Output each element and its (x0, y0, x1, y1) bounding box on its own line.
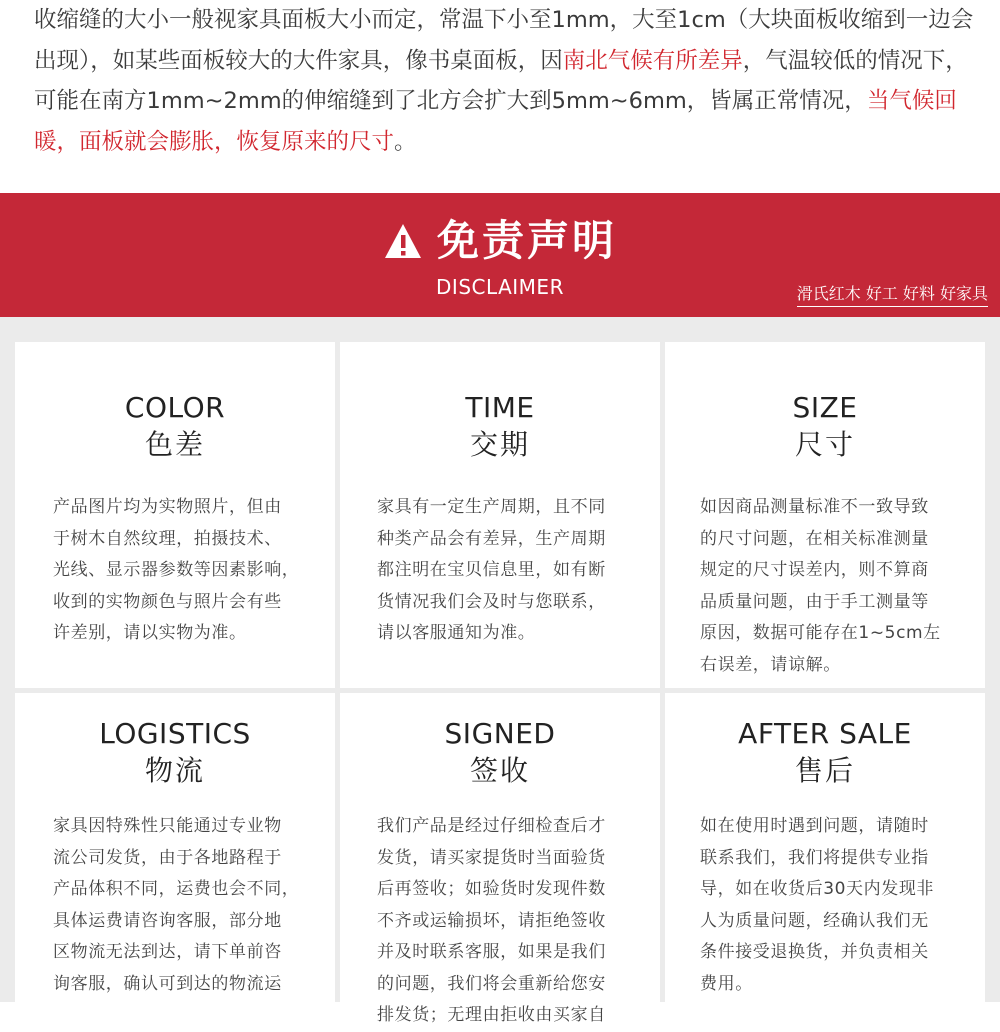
card-title-en: AFTER SALE (738, 717, 912, 750)
card-logistics (15, 693, 335, 1002)
desc-line: 的尺寸问题，在相关标准测量 (700, 528, 929, 549)
desc-line: 原因，数据可能存在1~5cm左 (700, 623, 941, 643)
card-description (377, 811, 606, 1032)
desc-line: 流公司发货，由于各地路程于 (53, 847, 282, 868)
desc-line: 费用。 (700, 973, 753, 994)
card-title-cn: 交期 (469, 428, 530, 461)
intro-paragraph (34, 0, 974, 162)
desc-line: 品质量问题，由于手工测量等 (700, 591, 929, 612)
desc-line: 于树木自然纹理，拍摄技术、 (53, 528, 282, 549)
desc-line: 人为质量问题，经确认我们无 (700, 910, 929, 931)
desc-line: 不齐或运输损坏，请拒绝签收 (377, 910, 606, 931)
desc-line: 导，如在收货后30天内发现非 (700, 879, 935, 899)
intro-text-2: ，气温较低的情况下，可能在南方1mm~2mm的伸缩缝到了北方会扩大到5mm~6mm，皆属正常情况， (34, 47, 968, 114)
card-title-cn: 色差 (144, 428, 205, 461)
desc-line: 具体运费请咨询客服，部分地 (53, 910, 282, 931)
card-description (377, 492, 606, 650)
banner-title-row (0, 216, 1000, 266)
desc-line: 货情况我们会及时与您联系， (377, 591, 606, 612)
desc-line: 我们产品是经过仔细检查后才 (377, 816, 606, 836)
desc-line: 的问题，我们将会重新给您安 (377, 973, 606, 994)
card-description (53, 492, 299, 650)
intro-text-1: 收缩缝的大小一般视家具面板大小而定，常温下小至1mm，大至1cm（大块面板收缩到一边会出现），如某些面板较大的大件家具，像书桌面板，因 (34, 7, 974, 74)
desc-line: 光线、显示器参数等因素影响， (53, 560, 300, 580)
desc-line: 排发货；无理由拒收由买家自 (377, 1005, 606, 1025)
desc-line: 种类产品会有差异，生产周期 (377, 528, 606, 549)
card-description (700, 492, 941, 681)
disclaimer-banner (0, 193, 1000, 317)
card-size (665, 342, 985, 688)
desc-line: 如在使用时遇到问题，请随时 (700, 816, 929, 836)
card-title-en: SIGNED (444, 717, 556, 750)
banner-subtitle: DISCLAIMER (436, 275, 564, 299)
card-title-cn: 签收 (469, 754, 530, 787)
desc-line: 条件接受退换货，并负责相关 (700, 942, 929, 962)
card-color (15, 342, 335, 688)
intro-highlight-1: 南北气候有所差异 (562, 47, 743, 74)
desc-line: 产品体积不同，运费也会不同， (53, 879, 300, 899)
desc-line: 家具因特殊性只能通过专业物 (53, 816, 282, 836)
card-title-en: TIME (465, 391, 535, 424)
desc-line: 询客服，确认可到达的物流运 (53, 973, 282, 994)
desc-line: 都注明在宝贝信息里，如有断 (377, 560, 606, 580)
desc-line: 发货，请买家提货时当面验货 (377, 847, 606, 868)
card-title-cn: 尺寸 (794, 428, 855, 461)
desc-line: 请以客服通知为准。 (377, 623, 536, 643)
desc-line: 产品图片均为实物照片，但由 (53, 497, 282, 517)
card-title-cn: 售后 (794, 754, 855, 787)
desc-line: 家具有一定生产周期，且不同 (377, 497, 606, 517)
card-title-en: LOGISTICS (99, 717, 251, 750)
intro-text-3: 。 (394, 128, 417, 155)
desc-line: 后再签收；如验货时发现件数 (377, 879, 606, 899)
intro-highlight-2: 当气候回暖，面板就会膨胀，恢复原来的尺寸 (34, 88, 957, 155)
card-after-sale (665, 693, 985, 1002)
desc-line: 区物流无法到达，请下单前咨 (53, 942, 282, 962)
desc-line: 收到的实物颜色与照片会有些 (53, 591, 282, 612)
warning-icon (383, 222, 423, 260)
card-title-en: COLOR (124, 391, 226, 424)
card-description (700, 811, 934, 1000)
desc-line: 规定的尺寸误差内，则不算商 (700, 560, 929, 580)
desc-line: 并及时联系客服，如果是我们 (377, 942, 606, 962)
desc-line: 许差别，请以实物为准。 (53, 623, 247, 643)
desc-line: 联系我们，我们将提供专业指 (700, 847, 929, 868)
card-time (340, 342, 660, 688)
desc-line: 右误差，请谅解。 (700, 654, 841, 675)
disclaimer-grid (0, 317, 1000, 1025)
banner-title: 免责声明 (436, 216, 617, 265)
card-description (53, 811, 299, 1000)
card-title-en: SIZE (792, 391, 858, 424)
brand-slogan: 滑氏红木 好工 好料 好家具 (797, 283, 988, 307)
card-title-cn: 物流 (144, 754, 205, 787)
card-signed (340, 693, 660, 1025)
desc-line: 如因商品测量标准不一致导致 (700, 497, 929, 517)
